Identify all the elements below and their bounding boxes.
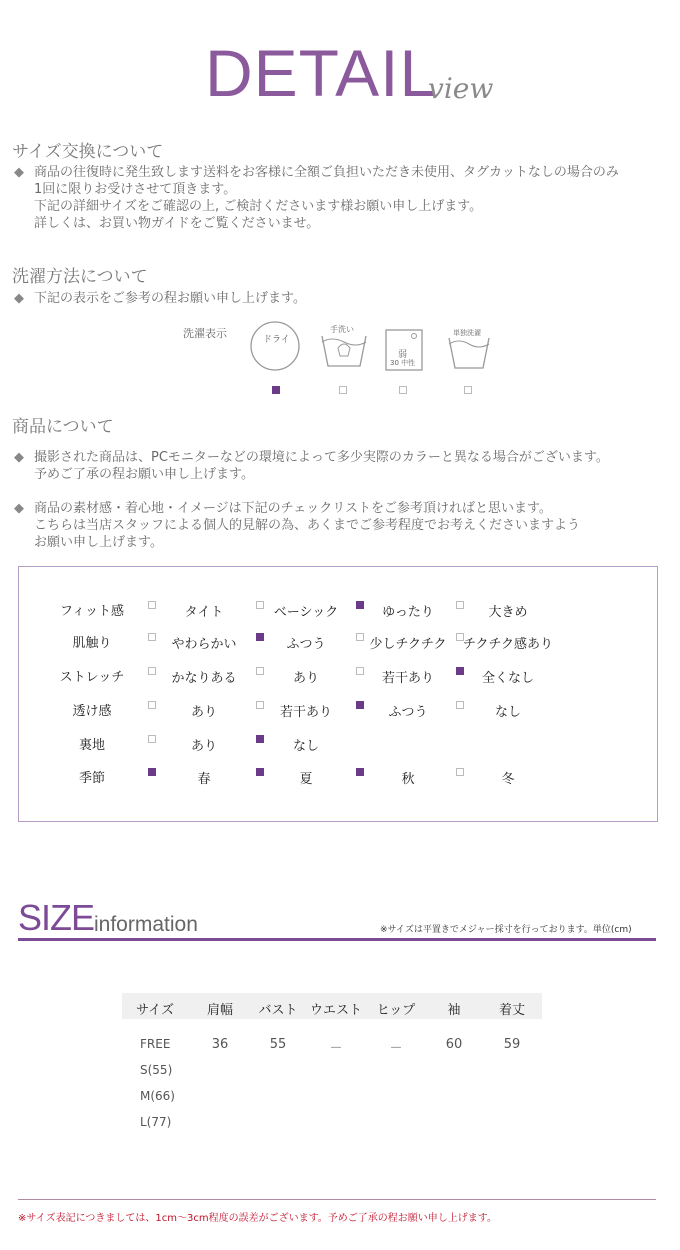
checklist-row-label: 裏地 xyxy=(78,738,105,753)
single-wash-icon xyxy=(445,324,497,376)
checklist-option: 春 xyxy=(197,772,211,787)
machine-wash-text: 弱 xyxy=(398,350,408,360)
washing-line: 下記の表示をご参考の程お願い申し上げます。 xyxy=(34,291,306,306)
size-title: SIZE xyxy=(18,897,95,938)
size-exchange-text xyxy=(14,164,619,232)
size-row-label: L(77) xyxy=(140,1115,172,1129)
size-table-cell: － xyxy=(389,1041,403,1056)
dry-clean-icon xyxy=(249,320,301,372)
size-table-cell: － xyxy=(329,1041,343,1056)
size-table-header-cell: 着丈 xyxy=(498,1003,525,1018)
checklist-option: 大きめ xyxy=(488,605,528,620)
care-check-hand-wash xyxy=(339,386,347,394)
diamond-bullet-icon: ◆ xyxy=(14,165,24,180)
size-table-header-cell: 袖 xyxy=(447,1003,461,1018)
size-table-header-cell: バスト xyxy=(258,1003,298,1018)
product-line: 撮影された商品は、PCモニターなどの環境によって多少実際のカラーと異なる場合がございます。 xyxy=(34,450,609,465)
checklist-option: かなりある xyxy=(171,671,237,686)
checklist-checkbox xyxy=(148,701,156,709)
checklist-option: あり xyxy=(190,705,217,720)
hand-wash-text: 手洗い xyxy=(330,325,354,334)
product-line: お願い申し上げます。 xyxy=(34,535,163,550)
washing-heading: 洗濯方法について xyxy=(12,267,148,287)
checklist-checkbox xyxy=(148,601,156,609)
size-table-header-cell: 肩幅 xyxy=(206,1003,233,1018)
footer-divider xyxy=(18,1199,656,1200)
size-table-cell: 59 xyxy=(503,1037,521,1052)
size-row-label: FREE xyxy=(140,1037,171,1051)
product-line: こちらは当店スタッフによる個人的見解の為、あくまでご参考程度でお考えくださいますよう xyxy=(34,518,581,533)
footer-note: ※サイズ表記につきましては、1cm～3cm程度の誤差がございます。予めご了承の程お願い申し上げます。 xyxy=(18,1213,497,1224)
checklist-row-label: 肌触り xyxy=(72,636,112,651)
product-para-2 xyxy=(14,500,580,551)
checklist-option: タイト xyxy=(184,605,224,620)
care-check-machine xyxy=(399,386,407,394)
machine-wash-icon xyxy=(384,328,436,380)
checklist-option: 全くなし xyxy=(481,671,534,686)
checklist-option: なし xyxy=(494,705,521,720)
care-check-dry xyxy=(272,386,280,394)
washing-label: 洗濯表示 xyxy=(183,327,227,340)
single-wash-text: 単独洗濯 xyxy=(453,329,481,337)
checklist-row-label: フィット感 xyxy=(60,604,124,619)
checklist-option: 若干あり xyxy=(381,671,434,686)
size-note: ※サイズは平置きでメジャー採寸を行っております。単位(cm) xyxy=(380,925,632,935)
checklist-checkbox xyxy=(148,735,156,743)
checklist-row-label: 透け感 xyxy=(72,704,112,719)
page-title: DETAIL xyxy=(205,36,438,110)
checklist-option: チクチク感あり xyxy=(463,637,553,652)
diamond-bullet-icon: ◆ xyxy=(14,450,24,465)
page-subtitle: view xyxy=(428,72,494,105)
product-heading: 商品について xyxy=(12,417,114,437)
size-table-header-cell: サイズ xyxy=(136,1003,174,1018)
checklist-option: あり xyxy=(190,739,217,754)
size-row-label: M(66) xyxy=(140,1089,175,1103)
checklist-option: 若干あり xyxy=(279,705,332,720)
checklist-row-label: ストレッチ xyxy=(59,670,125,685)
care-check-single xyxy=(464,386,472,394)
checklist-option: 秋 xyxy=(401,772,415,787)
checklist-option: あり xyxy=(292,671,319,686)
size-exchange-line: 商品の往復時に発生致します送料をお客様に全額ご負担いただき未使用、タグカットなしの場合のみ xyxy=(34,165,619,180)
size-table-cell: 36 xyxy=(211,1037,229,1052)
product-line: 予めご了承の程お願い申し上げます。 xyxy=(34,467,254,482)
washing-text xyxy=(14,290,306,307)
size-divider xyxy=(18,938,656,941)
checklist-option: ふつう xyxy=(286,637,326,652)
checklist-option: やわらかい xyxy=(171,637,237,652)
size-title-sub: information xyxy=(94,913,198,936)
checklist-row-label: 季節 xyxy=(78,771,105,786)
checklist-option: 夏 xyxy=(299,772,313,787)
checklist-checkbox xyxy=(148,768,156,776)
size-row-label: S(55) xyxy=(140,1063,173,1077)
checklist-option: ベーシック xyxy=(273,605,339,620)
diamond-bullet-icon: ◆ xyxy=(14,291,24,306)
size-exchange-line: 下記の詳細サイズをご確認の上, ご検討くださいます様お願い申し上げます。 xyxy=(34,199,483,214)
checklist-option: ふつう xyxy=(388,705,428,720)
diamond-bullet-icon: ◆ xyxy=(14,501,24,516)
hand-wash-icon xyxy=(318,322,370,374)
checklist-option: なし xyxy=(292,739,319,754)
size-table-header-cell: ウエスト xyxy=(309,1003,362,1018)
size-exchange-heading: サイズ交換について xyxy=(12,142,164,162)
size-table-cell: 60 xyxy=(445,1037,463,1052)
size-table-cell: 55 xyxy=(269,1037,287,1052)
size-table-header-cell: ヒップ xyxy=(376,1003,416,1018)
checklist-checkbox xyxy=(148,633,156,641)
size-exchange-line: 詳しくは、お買い物ガイドをご覧くださいませ。 xyxy=(34,216,320,231)
checklist-option: 冬 xyxy=(501,772,515,787)
product-para-1 xyxy=(14,449,609,483)
machine-wash-subtext: 30 中性 xyxy=(390,359,416,367)
dry-clean-text: ドライ xyxy=(263,335,290,345)
checklist-checkbox xyxy=(148,667,156,675)
checklist-option: 少しチクチク xyxy=(369,637,447,652)
checklist-option: ゆったり xyxy=(382,605,434,620)
size-exchange-line: 1回に限りお受けさせて頂きます。 xyxy=(34,182,237,197)
product-line: 商品の素材感・着心地・イメージは下記のチェックリストをご参考頂ければと思います。 xyxy=(34,501,552,516)
